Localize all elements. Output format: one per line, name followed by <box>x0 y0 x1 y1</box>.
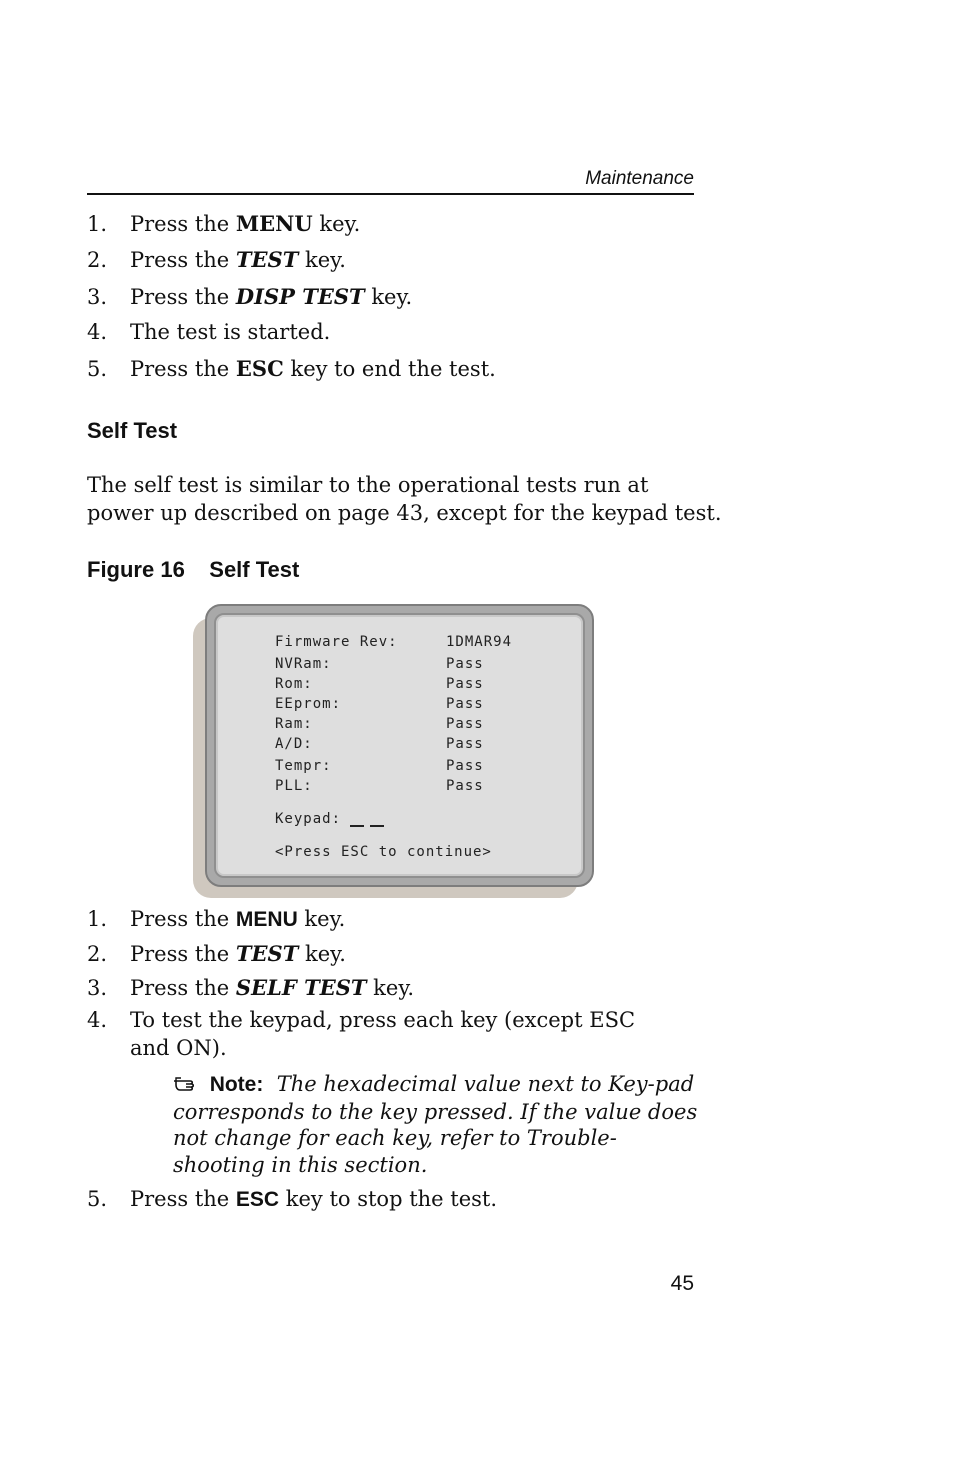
note-block <box>173 1071 703 1178</box>
step-b-1: 1. Press the MENU key. <box>87 907 346 931</box>
intro-line-1: The self test is similar to the operational tests run at <box>87 473 649 497</box>
step-a-2: 2. Press the TEST key. <box>87 247 346 272</box>
screen-label-tempr: Tempr: <box>275 758 332 774</box>
screen-label-pll: PLL: <box>275 778 313 794</box>
step-b-4: 4. To test the keypad, press each key (except ESC <box>87 1008 636 1032</box>
key-name: MENU <box>235 908 298 931</box>
step-b-4-continued: and ON). <box>130 1036 227 1060</box>
step-b-5: 5. Press the ESC key to stop the test. <box>87 1187 498 1211</box>
key-name: ESC <box>235 356 284 381</box>
screen-label-nvram: NVRam: <box>275 656 332 672</box>
step-a-5: 5. Press the ESC key to end the test. <box>87 356 496 381</box>
screen-value-ad: Pass <box>446 736 484 752</box>
note-label: Note: <box>209 1073 264 1096</box>
screen-value-ram: Pass <box>446 716 484 732</box>
step-a-4: 4. The test is started. <box>87 320 331 344</box>
screen-value-pll: Pass <box>446 778 484 794</box>
screen-label-rom: Rom: <box>275 676 313 692</box>
keypad-placeholder-2 <box>370 825 384 827</box>
screen-value-tempr: Pass <box>446 758 484 774</box>
intro-line-2: power up described on page 43, except for the keypad test. <box>87 501 722 525</box>
screen-value-nvram: Pass <box>446 656 484 672</box>
screen-label-ad: A/D: <box>275 736 313 752</box>
key-name: TEST <box>235 247 299 272</box>
key-name: DISP TEST <box>235 284 365 309</box>
note-text: The hexadecimal value next to Key-pad corresponds to the key pressed. If the value does not change for each key, refer to Trouble-shooting in this section. <box>173 1072 698 1177</box>
screen-value-rom: Pass <box>446 676 484 692</box>
keypad-placeholder-1 <box>350 825 364 827</box>
screen-label-eeprom: EEprom: <box>275 696 342 712</box>
key-name: SELF TEST <box>235 975 367 1000</box>
screen-label-firmware: Firmware Rev: <box>275 634 398 650</box>
header-rule <box>87 193 694 195</box>
step-a-1: 1. Press the MENU key. <box>87 211 361 236</box>
step-b-3: 3. Press the SELF TEST key. <box>87 975 415 1000</box>
step-a-3: 3. Press the DISP TEST key. <box>87 284 413 309</box>
screen-footer-prompt: <Press ESC to continue> <box>275 844 492 860</box>
screen-label-ram: Ram: <box>275 716 313 732</box>
screen-keypad-row <box>275 811 390 827</box>
step-b-2: 2. Press the TEST key. <box>87 941 346 966</box>
screen-display <box>214 613 585 878</box>
screen-value-eeprom: Pass <box>446 696 484 712</box>
key-name: MENU <box>235 211 313 236</box>
figure-caption <box>87 557 299 583</box>
page-number: 45 <box>670 1272 694 1295</box>
key-name: ESC <box>235 1188 280 1211</box>
key-name: TEST <box>235 941 299 966</box>
figure-number: Figure 16 <box>87 557 185 582</box>
screen-value-firmware: 1DMAR94 <box>446 634 513 650</box>
pointing-hand-icon <box>173 1072 210 1096</box>
figure-title: Self Test <box>209 557 300 582</box>
running-header: Maintenance <box>585 168 694 189</box>
section-heading: Self Test <box>87 418 178 443</box>
screen-label-keypad: Keypad: <box>275 811 342 827</box>
